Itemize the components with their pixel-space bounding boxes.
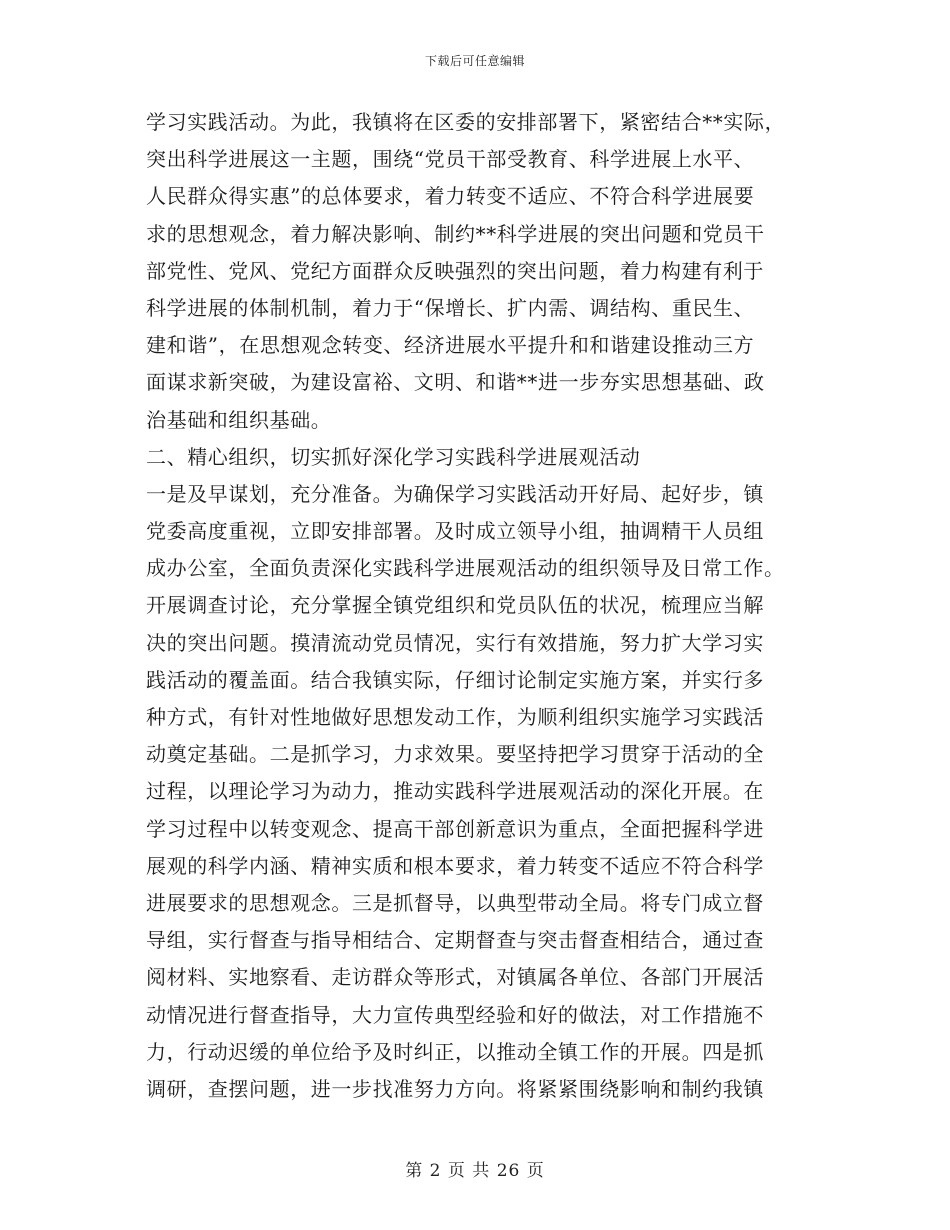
- text-line: 践活动的覆盖面。结合我镇实际，仔细讨论制定实施方案，并实行多: [146, 667, 764, 692]
- text-line: 种方式，有针对性地做好思想发动工作，为顺利组织实施学习实践活: [146, 705, 764, 729]
- text-line: 部党性、党风、党纪方面群众反映强烈的突出问题，着力构建有利于: [146, 258, 764, 283]
- text-line: 展观的科学内涵、精神实质和根本要求，着力转变不适应不符合科学: [146, 853, 764, 878]
- text-line: 一是及早谋划，充分准备。为确保学习实践活动开好局、起好步，镇: [146, 481, 764, 506]
- text-line: 过程，以理论学习为动力，推动实践科学进展观活动的深化开展。在: [146, 779, 764, 804]
- text-line: 力，行动迟缓的单位给予及时纠正，以推动全镇工作的开展。四是抓: [146, 1039, 764, 1064]
- text-line: 阅材料、实地察看、走访群众等形式，对镇属各单位、各部门开展活: [146, 965, 764, 990]
- text-line: 突出科学进展这一主题，围绕“党员干部受教育、科学进展上水平、: [146, 147, 755, 172]
- text-line: 调研，查摆问题，进一步找准努力方向。将紧紧围绕影响和制约我镇: [146, 1076, 764, 1101]
- text-line: 成办公室，全面负责深化实践科学进展观活动的组织领导及日常工作。: [146, 556, 785, 581]
- text-line: 面谋求新突破，为建设富裕、文明、和谐**进一步夯实思想基础、政: [146, 370, 765, 395]
- text-line: 党委高度重视，立即安排部署。及时成立领导小组，抽调精干人员组: [146, 519, 764, 544]
- text-line: 开展调查讨论，充分掌握全镇党组织和党员队伍的状况，梳理应当解: [146, 593, 764, 618]
- text-line: 人民群众得实惠”的总体要求，着力转变不适应、不符合科学进展要: [146, 184, 755, 209]
- page-header: 下载后可任意编辑: [424, 54, 525, 68]
- text-line: 学习实践活动。为此，我镇将在区委的安排部署下，紧密结合**实际，: [146, 110, 786, 134]
- section-heading: 二、精心组织，切实抓好深化学习实践科学进展观活动: [146, 444, 641, 469]
- text-line: 动奠定基础。二是抓学习，力求效果。要坚持把学习贯穿于活动的全: [146, 742, 764, 767]
- text-line: 导组，实行督查与指导相结合、定期督查与突击督查相结合，通过查: [146, 928, 764, 953]
- page-number-footer: 第 2 页 共 26 页: [405, 1161, 545, 1181]
- text-line: 求的思想观念，着力解决影响、制约**科学进展的突出问题和党员干: [146, 221, 765, 246]
- text-line: 治基础和组织基础。: [146, 407, 332, 432]
- text-line: 动情况进行督查指导，大力宣传典型经验和好的做法，对工作措施不: [146, 1002, 764, 1027]
- text-line: 建和谐”，在思想观念转变、经济进展水平提升和和谐建设推动三方: [146, 333, 755, 358]
- text-line: 学习过程中以转变观念、提高干部创新意识为重点，全面把握科学进: [146, 816, 764, 841]
- text-line: 科学进展的体制机制，着力于“保增长、扩内需、调结构、重民生、: [146, 295, 755, 320]
- body-text: [146, 104, 806, 1108]
- text-line: 进展要求的思想观念。三是抓督导，以典型带动全局。将专门成立督: [146, 890, 764, 915]
- text-line: 决的突出问题。摸清流动党员情况，实行有效措施，努力扩大学习实: [146, 630, 764, 655]
